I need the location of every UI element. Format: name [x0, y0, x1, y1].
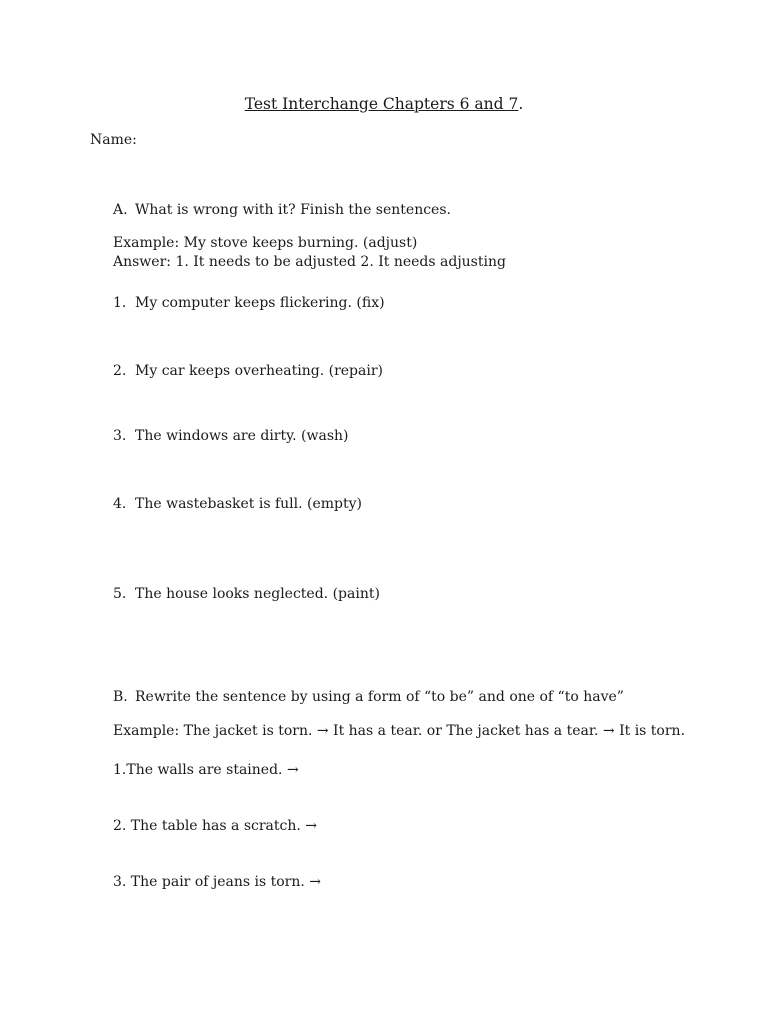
item-number: 3. [113, 428, 127, 444]
item-number: 2. [113, 363, 127, 379]
section-b-heading [113, 688, 624, 706]
section-b-item-3: 3. The pair of jeans is torn. → [113, 874, 322, 890]
section-a-heading [113, 201, 451, 219]
item-text: My car keeps overheating. (repair) [135, 363, 384, 379]
page-title [0, 95, 768, 113]
section-b-letter: B. [113, 689, 128, 705]
section-a-heading-text: What is wrong with it? Finish the sentences. [135, 202, 451, 218]
section-a-item-2 [113, 362, 383, 380]
section-a-letter: A. [113, 202, 128, 218]
item-text: The house looks neglected. (paint) [135, 586, 380, 602]
page-title-period: . [518, 95, 524, 113]
item-number: 5. [113, 586, 127, 602]
section-b-item-2: 2. The table has a scratch. → [113, 818, 318, 834]
name-label: Name: [90, 132, 137, 148]
section-a-item-3 [113, 427, 349, 445]
section-b-heading-text: Rewrite the sentence by using a form of “to be” and one of “to have” [135, 689, 624, 705]
section-b-example: Example: The jacket is torn. → It has a tear. or The jacket has a tear. → It is torn. [113, 723, 686, 739]
item-text: My computer keeps flickering. (fix) [135, 295, 385, 311]
section-b-item-1: 1.The walls are stained. → [113, 762, 299, 778]
item-text: The wastebasket is full. (empty) [135, 496, 363, 512]
page-title-text: Test Interchange Chapters 6 and 7 [244, 95, 519, 113]
section-a-item-4 [113, 495, 362, 513]
section-a-item-1 [113, 294, 385, 312]
section-a-example: Example: My stove keeps burning. (adjust) [113, 235, 418, 251]
section-a-answer: Answer: 1. It needs to be adjusted 2. It needs adjusting [113, 254, 506, 270]
item-text: The windows are dirty. (wash) [135, 428, 349, 444]
section-a-item-5 [113, 585, 380, 603]
item-number: 4. [113, 496, 127, 512]
item-number: 1. [113, 295, 127, 311]
